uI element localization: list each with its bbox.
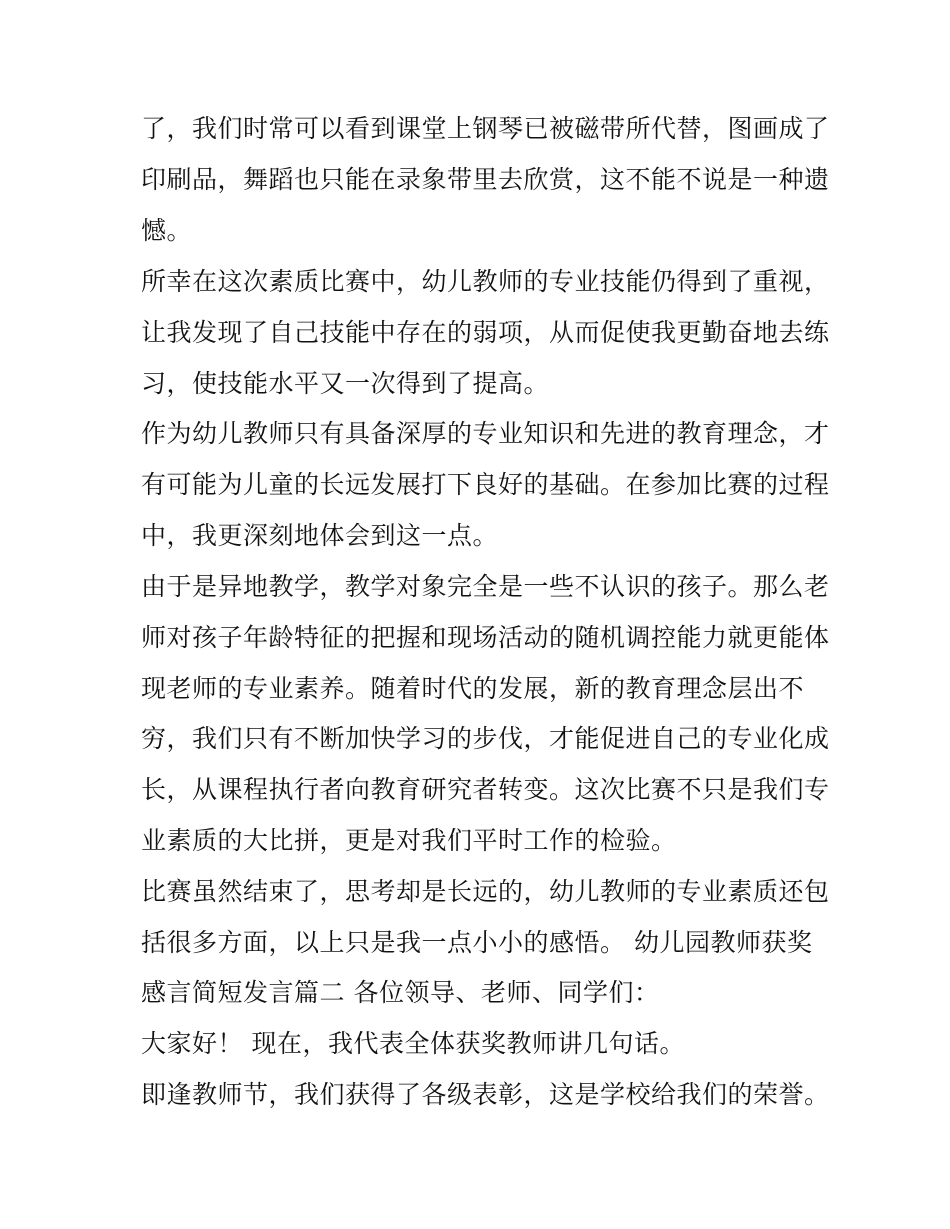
- text-line: 习，使技能水平又一次得到了提高。: [141, 369, 550, 398]
- text-line: 即逢教师节，我们获得了各级表彰，这是学校给我们的荣誉。: [141, 1080, 830, 1109]
- text-line: 了，我们时常可以看到课堂上钢琴已被磁带所代替，图画成了: [141, 114, 830, 143]
- text-line: 括很多方面，以上只是我一点小小的感悟。 幼儿园教师获奖: [141, 928, 813, 957]
- text-line: 作为幼儿教师只有具备深厚的专业知识和先进的教育理念，才: [141, 419, 830, 448]
- text-line: 由于是异地教学，教学对象完全是一些不认识的孩子。那么老: [141, 572, 830, 601]
- text-line: 中，我更深刻地体会到这一点。: [141, 521, 499, 550]
- text-line: 比赛虽然结束了，思考却是长远的，幼儿教师的专业素质还包: [141, 877, 830, 906]
- text-line: 长，从课程执行者向教育研究者转变。这次比赛不只是我们专: [141, 775, 830, 804]
- text-line: 感言简短发言篇二 各位领导、老师、同学们：: [141, 978, 660, 1007]
- text-line: 有可能为儿童的长远发展打下良好的基础。在参加比赛的过程: [141, 470, 830, 499]
- text-line: 印刷品，舞蹈也只能在录象带里去欣赏，这不能不说是一种遗: [141, 165, 830, 194]
- text-line: 大家好！ 现在，我代表全体获奖教师讲几句话。: [141, 1029, 685, 1058]
- text-line: 憾。: [141, 216, 193, 245]
- text-line: 现老师的专业素养。随着时代的发展，新的教育理念层出不: [141, 674, 805, 703]
- text-line: 业素质的大比拼，更是对我们平时工作的检验。: [141, 826, 677, 855]
- text-line: 穷，我们只有不断加快学习的步伐，才能促进自己的专业化成: [141, 724, 830, 753]
- text-line: 所幸在这次素质比赛中，幼儿教师的专业技能仍得到了重视，: [141, 267, 830, 296]
- text-line: 让我发现了自己技能中存在的弱项，从而促使我更勤奋地去练: [141, 318, 830, 347]
- text-line: 师对孩子年龄特征的把握和现场活动的随机调控能力就更能体: [141, 623, 830, 652]
